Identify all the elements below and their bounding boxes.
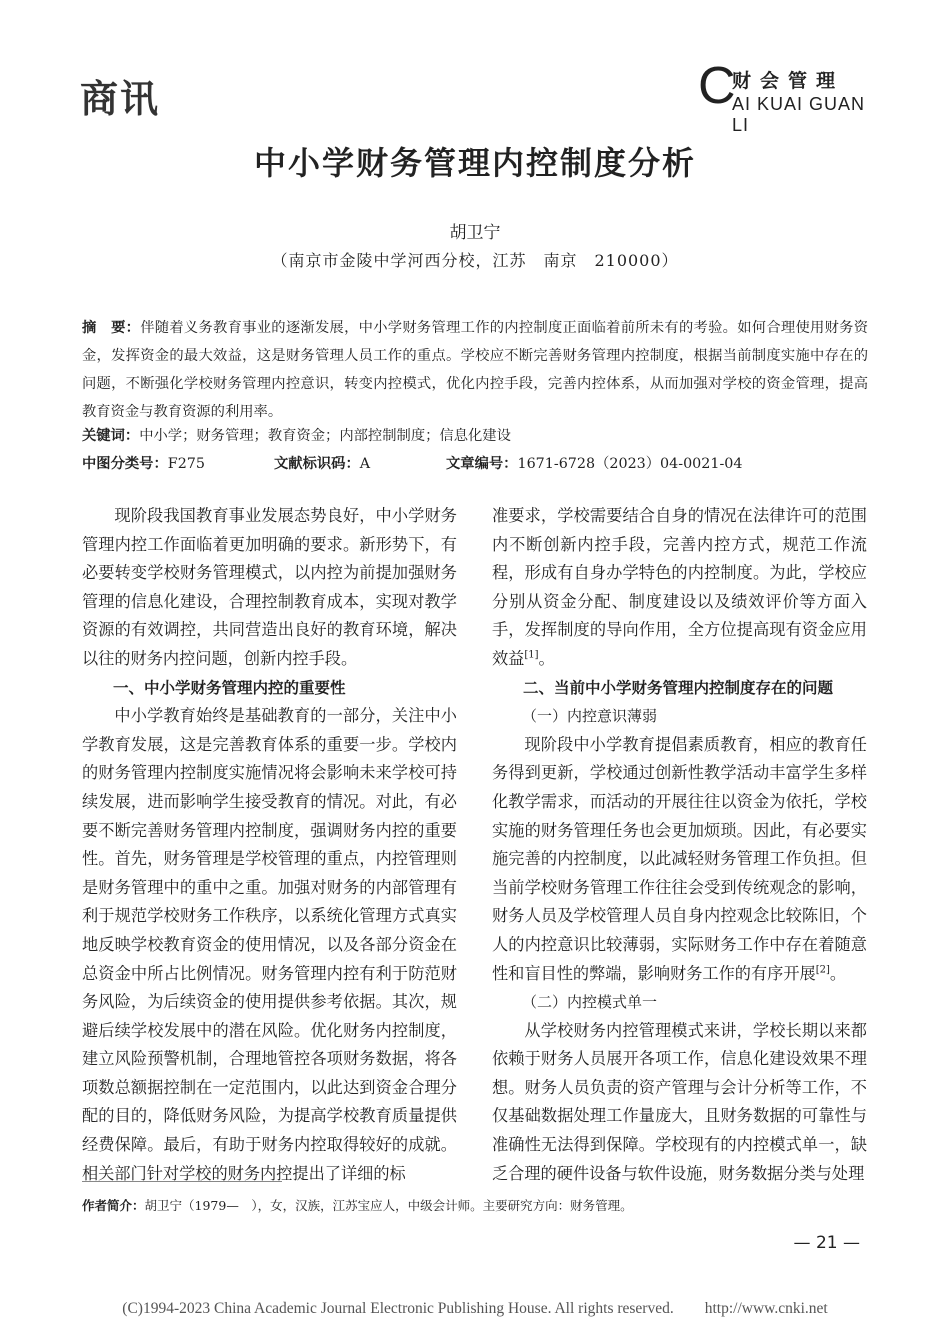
section-2-1-text: 现阶段中小学教育提倡素质教育，相应的教育任务得到更新，学校通过创新性教学活动丰富学生多样化教学需求，而活动的开展往往以资金为依托，学校实施的财务管理任务也会更加烦琐。因此，有必要实施完善的内控制度，以此减轻财务管理工作负担。但当前学校财务管理工作往往会受到传统观念的影响，财务人员及学校管理人员自身内控观念比较陈旧，个人的内控意识比较薄弱，实际财务工作中存在着随意性和盲目性的弊端，影响财务工作的有序开展	[492, 734, 867, 983]
citation-1: [1]	[524, 649, 539, 661]
article-title: 中小学财务管理内控制度分析	[253, 144, 696, 182]
continued-end: 。	[538, 648, 555, 668]
section-2-1-end: 。	[829, 963, 847, 983]
section-heading-1: 一、中小学财务管理内控的重要性	[113, 678, 346, 697]
brand-letter: C	[698, 57, 736, 115]
author-footnote	[82, 1196, 633, 1214]
clc-value: F275	[167, 456, 205, 472]
footnote-text: 胡卫宁（1979— ），女，汉族，江苏宝应人，中级会计师。主要研究方向：财务管理。	[144, 1198, 633, 1213]
citation-2: [2]	[815, 964, 830, 976]
abstract-text: 伴随着义务教育事业的逐渐发展，中小学财务管理工作的内控制度正面临着前所未有的考验。如何合理使用财务资金，发挥资金的最大效益，这是财务管理人员工作的重点。学校应不断完善财务管理内控制度，根据当前制度实施中存在的问题，不断强化学校财务管理内控意识，转变内控模式，优化内控手段，完善内控体系，从而加强对学校的资金管理，提高教育资金与教育资源的利用率。	[82, 320, 869, 420]
section-tag: 商讯	[80, 76, 161, 121]
section-2-1-paragraph	[492, 731, 867, 988]
section-2-2-paragraph: 从学校财务内控管理模式来讲，学校长期以来都依赖于财务人员展开各项工作，信息化建设效果不理想。财务人员负责的资产管理与会计分析等工作，不仅基础数据处理工作量庞大，且财务数据的可靠性与准确性无法得到保障。学校现有的内控模式单一，缺乏合理的硬件设备与软件设施，财务数据分类与处理	[492, 1020, 867, 1183]
footnote-divider	[82, 1181, 282, 1182]
article-number	[446, 452, 743, 476]
keywords-text: 中小学；财务管理；教育资金；内部控制制度；信息化建设	[139, 428, 511, 444]
subheading-2-1: （一）内控意识薄弱	[522, 707, 658, 726]
clc-label: 中图分类号：	[82, 456, 168, 472]
author-affiliation: （南京市金陵中学河西分校，江苏 南京 210000）	[271, 251, 679, 270]
document-code	[274, 452, 370, 476]
brand-english: AI KUAI GUAN LI	[732, 94, 866, 135]
subheading-2-2: （二）内控模式单一	[522, 993, 658, 1012]
abstract-label: 摘 要：	[82, 320, 141, 336]
doc-code-value: A	[359, 456, 371, 472]
author-name: 胡卫宁	[449, 223, 501, 243]
article-no-label: 文章编号：	[446, 456, 518, 472]
left-column	[82, 502, 457, 1188]
keywords	[82, 424, 868, 448]
continued-paragraph	[492, 502, 867, 674]
right-column	[492, 502, 867, 1188]
brand-chinese: 财会管理	[732, 70, 845, 92]
footnote-label: 作者简介：	[82, 1198, 145, 1213]
abstract	[82, 314, 868, 426]
page-number: — 21 —	[793, 1233, 860, 1253]
doc-code-label: 文献标识码：	[274, 456, 360, 472]
section-heading-2: 二、当前中小学财务管理内控制度存在的问题	[523, 678, 834, 697]
copyright-line: (C)1994-2023 China Academic Journal Electronic Publishing House. All rights reserved. http://www.cnki.net	[122, 1300, 828, 1317]
keywords-label: 关键词：	[82, 428, 140, 444]
intro-paragraph: 现阶段我国教育事业发展态势良好，中小学财务管理内控工作面临着更加明确的要求。新形势下，有必要转变学校财务管理模式，以内控为前提加强财务管理的信息化建设，合理控制教育成本，实现对教学资源的有效调控，共同营造出良好的教育环境，解决以往的财务内控问题，创新内控手段。	[82, 506, 457, 668]
clc-number	[82, 452, 205, 476]
journal-brand	[698, 57, 868, 135]
article-no-value: 1671-6728（2023）04-0021-04	[517, 456, 743, 472]
continued-text: 准要求，学校需要结合自身的情况在法律许可的范围内不断创新内控手段，完善内控方式，规范工作流程，形成有自身办学特色的内控制度。为此，学校应分别从资金分配、制度建设以及绩效评价等方面入手，发挥制度的导向作用，全方位提高现有资金应用效益	[492, 506, 867, 668]
section-1-paragraph: 中小学教育始终是基础教育的一部分，关注中小学教育发展，这是完善教育体系的重要一步。学校内的财务管理内控制度实施情况将会影响未来学校可持续发展，进而影响学生接受教育的情况。对此，有必要不断完善财务管理内控制度，强调财务内控的重要性。首先，财务管理是学校管理的重点，内控管理则是财务管理中的重中之重。加强对财务的内部管理有利于规范学校财务工作秩序，以系统化管理方式真实地反映学校教育资金的使用情况，以及各部分资金在总资金中所占比例情况。财务管理内控有利于防范财务风险，为后续资金的使用提供参考依据。其次，规避后续学校发展中的潜在风险。优化财务内控制度，建立风险预警机制，合理地管控各项财务数据，将各项数总额据控制在一定范围内，以此达到资金合理分配的目的，降低财务风险，为提高学校教育质量提供经费保障。最后，有助于财务内控取得较好的成就。相关部门针对学校的财务内控提出了详细的标	[82, 706, 457, 1183]
